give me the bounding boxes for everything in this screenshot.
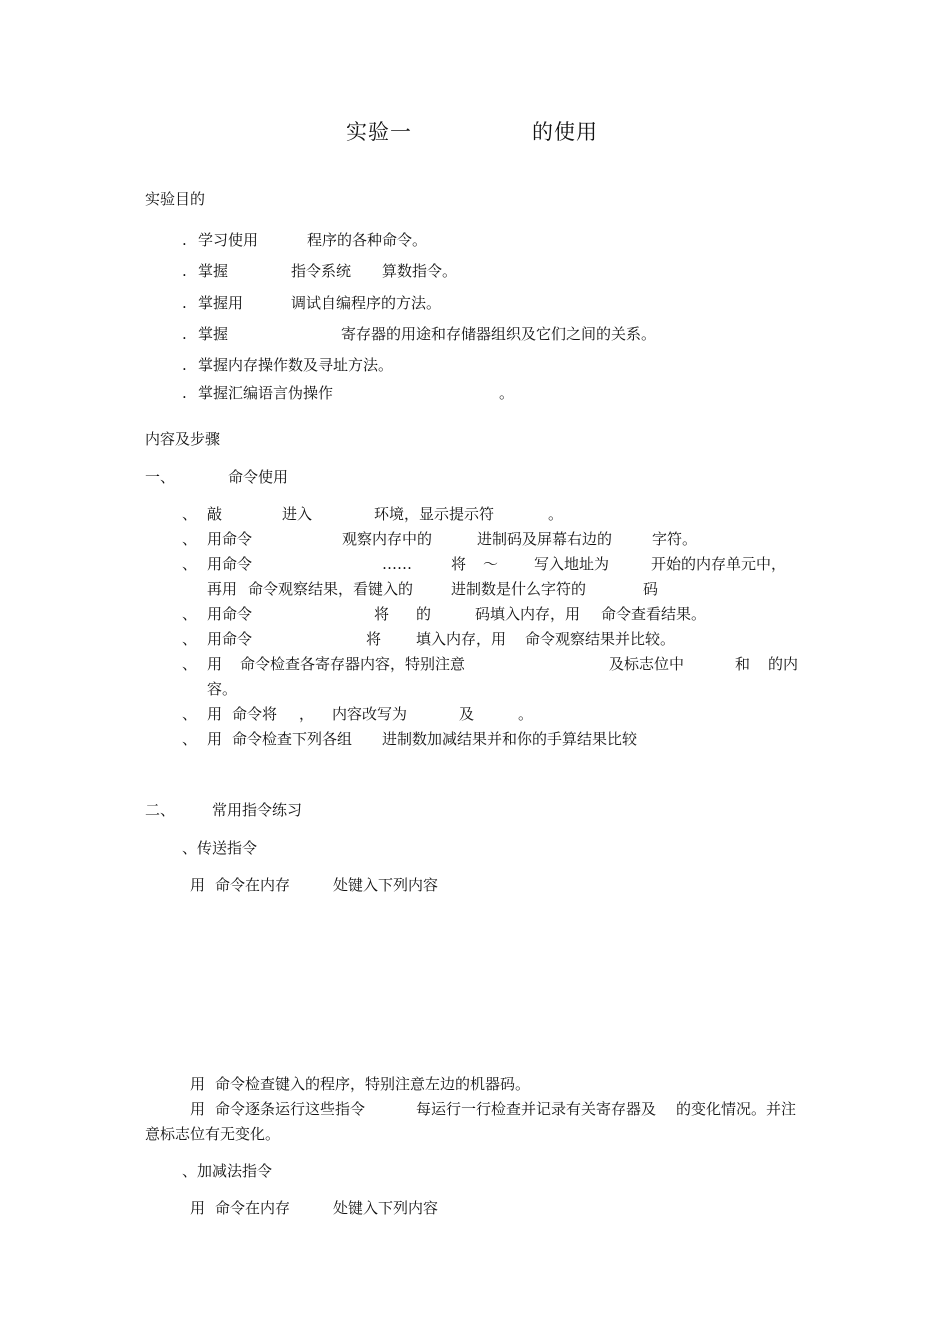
step-text: 命令检查下列各组: [232, 730, 353, 748]
purpose-item-bullet: .: [182, 384, 187, 402]
step-text: 环境，显示提示符: [374, 505, 495, 523]
step-text: 命令检查各寄存器内容，特别注意: [240, 655, 466, 673]
step-text: 观察内存中的: [342, 530, 433, 548]
body-text: 命令逐条运行这些指令: [215, 1100, 366, 1118]
step-text: 命令将: [232, 705, 278, 723]
purpose-item-text: 算数指令。: [382, 262, 458, 280]
step-text: 开始的内存单元中，: [651, 555, 787, 573]
step-text: 进制数是什么字符的: [451, 580, 587, 598]
step-text: 进制码及屏幕右边的: [477, 530, 613, 548]
part1-number: 一、: [145, 468, 176, 486]
step-text: 敲: [207, 505, 223, 523]
purpose-item-text: 。: [499, 384, 515, 402]
purpose-item-text: 掌握用: [198, 294, 244, 312]
step-bullet: 、: [182, 730, 198, 748]
body-text: 每运行一行检查并记录有关寄存器及: [416, 1100, 657, 1118]
purpose-item-text: 指令系统: [291, 262, 352, 280]
step-text: 码填入内存，用: [475, 605, 581, 623]
step-text: 命令观察结果，看键入的: [248, 580, 414, 598]
purpose-item-text: 掌握内存操作数及寻址方法。: [198, 356, 394, 374]
step-text: 用命令: [207, 605, 253, 623]
step-text: 用: [207, 705, 223, 723]
part1-title: 命令使用: [228, 468, 289, 486]
step-text: 再用: [207, 580, 238, 598]
step-text: 进制数加减结果并和你的手算结果比较: [382, 730, 638, 748]
purpose-item-text: 掌握汇编语言伪操作: [198, 384, 334, 402]
purpose-item-text: 调试自编程序的方法。: [291, 294, 442, 312]
body-text: 命令检查键入的程序，特别注意左边的机器码。: [215, 1075, 531, 1093]
body-text: 的变化情况。并注: [676, 1100, 797, 1118]
body-text: 命令在内存: [215, 876, 291, 894]
body-text: 命令在内存: [215, 1199, 291, 1217]
step-text: 将: [451, 555, 467, 573]
step-text: 命令观察结果并比较。: [525, 630, 676, 648]
step-text: 将: [366, 630, 382, 648]
step-text: 用命令: [207, 555, 253, 573]
step-text: 内容改写为: [332, 705, 408, 723]
step-text: 进入: [282, 505, 313, 523]
purpose-item-bullet: .: [182, 325, 187, 343]
purpose-item-text: 寄存器的用途和存储器组织及它们之间的关系。: [341, 325, 657, 343]
step-text: 用命令: [207, 630, 253, 648]
step-bullet: 、: [182, 530, 198, 548]
purpose-item-bullet: .: [182, 262, 187, 280]
step-text: ，: [299, 705, 315, 723]
step-bullet: 、: [182, 655, 198, 673]
purpose-item-bullet: .: [182, 356, 187, 374]
doc-title-right: 的使用: [532, 120, 598, 144]
step-text: ……: [382, 555, 412, 573]
step-text: 用: [207, 655, 223, 673]
purpose-item-text: 掌握: [198, 262, 229, 280]
step-text: 及标志位中: [609, 655, 685, 673]
body-text: 用: [190, 876, 206, 894]
step-text: 填入内存，用: [416, 630, 507, 648]
content-heading: 内容及步骤: [145, 430, 221, 448]
body-text: 处键入下列内容: [333, 876, 439, 894]
add-sub-instructions-heading: 、加减法指令: [182, 1162, 273, 1180]
step-text: 。: [518, 705, 534, 723]
step-text: 。: [548, 505, 564, 523]
step-bullet: 、: [182, 630, 198, 648]
purpose-item-bullet: .: [182, 294, 187, 312]
step-bullet: 、: [182, 555, 198, 573]
step-text: 用: [207, 730, 223, 748]
step-text: 的: [416, 605, 432, 623]
step-text: 写入地址为: [534, 555, 610, 573]
body-text: 用: [190, 1075, 206, 1093]
body-text: 意标志位有无变化。: [145, 1125, 281, 1143]
body-text: 处键入下列内容: [333, 1199, 439, 1217]
step-text: 命令查看结果。: [601, 605, 707, 623]
step-text: 的内: [768, 655, 799, 673]
step-text: 和: [735, 655, 751, 673]
step-text: 码: [643, 580, 659, 598]
purpose-item-text: 掌握: [198, 325, 229, 343]
step-bullet: 、: [182, 705, 198, 723]
part2-title: 常用指令练习: [212, 801, 303, 819]
body-text: 用: [190, 1199, 206, 1217]
step-bullet: 、: [182, 605, 198, 623]
step-text: 容。: [207, 680, 238, 698]
step-text: 将: [374, 605, 390, 623]
doc-title-left: 实验一: [346, 120, 412, 144]
purpose-heading: 实验目的: [145, 190, 206, 208]
step-text: 用命令: [207, 530, 253, 548]
step-text: ～: [483, 555, 499, 573]
step-text: 及: [459, 705, 475, 723]
purpose-item-text: 程序的各种命令。: [307, 231, 428, 249]
step-text: 字符。: [652, 530, 698, 548]
body-text: 用: [190, 1100, 206, 1118]
purpose-item-bullet: .: [182, 231, 187, 249]
purpose-item-text: 学习使用: [198, 231, 259, 249]
step-bullet: 、: [182, 505, 198, 523]
part2-number: 二、: [145, 801, 176, 819]
transfer-instructions-heading: 、传送指令: [182, 839, 258, 857]
